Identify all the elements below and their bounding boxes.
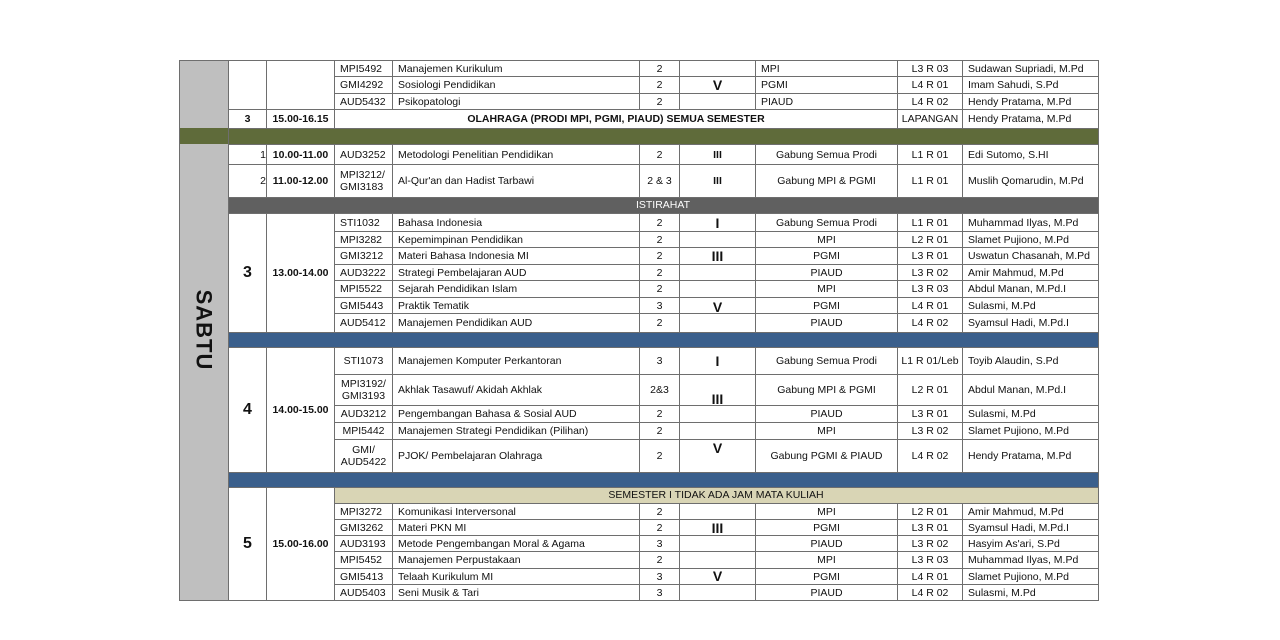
grid-line — [266, 60, 267, 109]
prodi: PIAUD — [810, 408, 843, 420]
lecturer: Uswatun Chasanah, M.Pd — [968, 250, 1090, 262]
course-code: MPI5442 — [342, 425, 385, 437]
prodi: MPI — [761, 62, 780, 75]
prodi: Gabung Semua Prodi — [776, 148, 877, 161]
room: L3 R 01 — [911, 408, 949, 420]
credits: 2 — [656, 79, 663, 91]
credits: 2 — [656, 425, 663, 437]
session-time: 14.00-15.00 — [272, 404, 329, 416]
lecturer: Hasyim As'ari, S.Pd — [968, 537, 1060, 550]
room: L3 R 03 — [911, 554, 949, 566]
credits: 2&3 — [650, 384, 669, 396]
credits: 2 — [656, 233, 663, 246]
course-code: AUD5432 — [340, 95, 386, 108]
grid-line — [334, 332, 1099, 333]
room: L3 R 03 — [911, 62, 949, 75]
semester: V — [712, 298, 723, 315]
lecturer: Sulasmi, M.Pd — [968, 586, 1036, 599]
room: L3 R 03 — [911, 283, 949, 295]
course-name: Manajemen Komputer Perkantoran — [398, 355, 562, 367]
lecturer: Muhammad Ilyas, M.Pd — [968, 554, 1079, 566]
course-code: AUD5412 — [340, 317, 386, 329]
grid-line — [179, 600, 229, 601]
grid-line — [334, 472, 1099, 473]
room: L4 R 01 — [911, 570, 949, 583]
room: L3 R 02 — [911, 425, 949, 437]
lecturer: Sulasmi, M.Pd — [968, 299, 1036, 312]
lecturer: Muhammad Ilyas, M.Pd — [968, 216, 1079, 229]
room: L4 R 02 — [911, 450, 949, 462]
credits: 2 — [656, 148, 663, 161]
prodi: PGMI — [761, 79, 788, 91]
course-code: STI1073 — [343, 355, 384, 367]
course-name: PJOK/ Pembelajaran Olahraga — [398, 450, 543, 462]
session-time: 11.00-12.00 — [272, 175, 329, 187]
course-code: GMI5413 — [340, 570, 384, 583]
lecturer: Sulasmi, M.Pd — [968, 408, 1036, 420]
credits: 2 — [656, 408, 663, 420]
lecturer: Slamet Pujiono, M.Pd — [968, 425, 1069, 437]
course-name: Metode Pengembangan Moral & Agama — [398, 537, 585, 550]
session-number: 5 — [243, 535, 252, 552]
grid-line — [228, 332, 335, 333]
semester: III — [711, 519, 724, 536]
course-code: MPI5452 — [340, 554, 383, 566]
day-label: SABTU — [179, 60, 228, 600]
prodi: PGMI — [813, 521, 840, 534]
lecturer: Slamet Pujiono, M.Pd — [968, 233, 1069, 246]
course-name: Metodologi Penelitian Pendidikan — [398, 148, 554, 161]
separator-band-green — [179, 128, 1098, 144]
separator-band-blue — [228, 332, 1098, 347]
room: L3 R 01 — [911, 250, 949, 262]
credits: 2 — [656, 521, 663, 534]
lecturer: Muslih Qomarudin, M.Pd — [968, 175, 1084, 187]
session-time: 15.00-16.00 — [272, 538, 329, 550]
course-code: AUD3212 — [340, 408, 387, 420]
credits: 2 & 3 — [647, 175, 672, 187]
prodi: PIAUD — [810, 537, 843, 550]
credits: 2 — [656, 62, 663, 75]
course-code: AUD3252 — [340, 148, 386, 161]
semester: V — [712, 77, 723, 93]
semester: III — [713, 175, 722, 187]
grid-line — [179, 60, 180, 600]
session-number: 3 — [243, 264, 252, 281]
course-code: AUD3222 — [340, 266, 386, 279]
lecturer: Hendy Pratama, M.Pd — [968, 450, 1072, 462]
course-name: Bahasa Indonesia — [398, 216, 483, 229]
credits: 2 — [656, 450, 663, 462]
credits: 3 — [656, 537, 663, 550]
prodi: PIAUD — [810, 266, 843, 279]
credits: 3 — [656, 586, 663, 599]
course-code: MPI3212/ GMI3183 — [340, 169, 385, 193]
lecturer: Sudawan Supriadi, M.Pd — [968, 62, 1084, 75]
prodi: Gabung MPI & PGMI — [777, 175, 876, 187]
prodi: Gabung MPI & PGMI — [777, 384, 876, 396]
room: L4 R 02 — [911, 95, 949, 108]
course-code: AUD3193 — [340, 537, 386, 550]
credits: 2 — [656, 216, 663, 229]
prodi: Gabung Semua Prodi — [776, 216, 877, 229]
istirahat-label: ISTIRAHAT — [635, 199, 691, 211]
schedule-table — [179, 60, 1098, 600]
room: L3 R 02 — [911, 266, 949, 279]
session-time: 13.00-14.00 — [272, 267, 329, 279]
grid-line — [228, 472, 335, 473]
session-time: 15.00-16.15 — [272, 113, 329, 125]
olahraga-note: OLAHRAGA (PRODI MPI, PGMI, PIAUD) SEMUA SEMESTER — [467, 113, 765, 125]
course-name: Telaah Kurikulum MI — [398, 570, 494, 583]
lecturer: Abdul Manan, M.Pd.I — [968, 384, 1067, 396]
room: L1 R 01/Leb — [901, 355, 959, 367]
prodi: MPI — [817, 554, 836, 566]
credits: 2 — [656, 554, 663, 566]
prodi: PGMI — [813, 299, 840, 312]
course-name: Psikopatologi — [398, 95, 461, 108]
course-name: Strategi Pembelajaran AUD — [398, 266, 527, 279]
lecturer: Hendy Pratama, M.Pd — [968, 113, 1072, 125]
room: L4 R 02 — [911, 317, 949, 329]
prodi: PGMI — [813, 250, 840, 262]
room: L4 R 02 — [911, 586, 949, 599]
lecturer: Imam Sahudi, S.Pd — [968, 79, 1059, 91]
course-code: MPI5492 — [340, 62, 383, 75]
course-code: GMI4292 — [340, 79, 384, 91]
credits: 2 — [656, 505, 663, 518]
course-name: Manajemen Perpustakaan — [398, 554, 521, 566]
course-name: Al-Qur'an dan Hadist Tarbawi — [398, 175, 535, 187]
course-code: MPI3192/ GMI3193 — [341, 378, 386, 402]
prodi: MPI — [817, 233, 836, 246]
course-name: Materi PKN MI — [398, 521, 467, 534]
prodi: PGMI — [813, 570, 840, 583]
room: LAPANGAN — [901, 113, 959, 125]
prodi: Gabung PGMI & PIAUD — [770, 450, 883, 462]
separator-band-blue — [228, 472, 1098, 487]
room: L2 R 01 — [911, 233, 949, 246]
prodi: PIAUD — [761, 95, 794, 108]
course-name: Praktik Tematik — [398, 299, 469, 312]
prodi: PIAUD — [810, 317, 843, 329]
prodi: MPI — [817, 283, 836, 295]
course-name: Manajemen Kurikulum — [398, 62, 503, 75]
course-code: AUD5403 — [340, 586, 386, 599]
course-code: GMI/ AUD5422 — [340, 444, 387, 468]
room: L2 R 01 — [911, 505, 949, 518]
course-name: Pengembangan Bahasa & Sosial AUD — [398, 408, 577, 420]
credits: 3 — [656, 355, 663, 367]
room: L1 R 01 — [911, 216, 949, 229]
credits: 3 — [656, 570, 663, 583]
grid-line — [1098, 60, 1099, 600]
room: L1 R 01 — [911, 175, 949, 187]
prodi: MPI — [817, 425, 836, 437]
lecturer: Amir Mahmud, M.Pd — [968, 505, 1064, 518]
course-code: MPI3282 — [340, 233, 383, 246]
credits: 2 — [656, 95, 663, 108]
lecturer: Slamet Pujiono, M.Pd — [968, 570, 1069, 583]
credits: 3 — [656, 299, 663, 312]
semester-notice: SEMESTER I TIDAK ADA JAM MATA KULIAH — [608, 489, 824, 501]
lecturer: Hendy Pratama, M.Pd — [968, 95, 1072, 108]
lecturer: Amir Mahmud, M.Pd — [968, 266, 1064, 279]
course-code: MPI3272 — [340, 505, 383, 518]
course-name: Seni Musik & Tari — [398, 586, 479, 599]
course-name: Materi Bahasa Indonesia MI — [398, 250, 529, 262]
room: L3 R 02 — [911, 537, 949, 550]
lecturer: Syamsul Hadi, M.Pd.I — [968, 317, 1069, 329]
semester: III — [711, 390, 724, 407]
session-time: 10.00-11.00 — [272, 148, 329, 161]
course-name: Manajemen Strategi Pendidikan (Pilihan) — [398, 425, 589, 437]
grid-line — [228, 128, 1099, 129]
semester: V — [712, 568, 723, 584]
prodi: PIAUD — [810, 586, 843, 599]
grid-line — [228, 600, 335, 601]
grid-line — [179, 60, 229, 61]
course-name: Sosiologi Pendidikan — [398, 79, 496, 91]
semester: I — [715, 214, 720, 231]
credits: 2 — [656, 283, 663, 295]
course-code: STI1032 — [340, 216, 380, 229]
lecturer: Edi Sutomo, S.HI — [968, 148, 1049, 161]
prodi: Gabung Semua Prodi — [776, 355, 877, 367]
course-code: GMI3212 — [340, 250, 384, 262]
course-code: GMI5443 — [340, 299, 384, 312]
semester: III — [711, 248, 724, 264]
semester: V — [712, 439, 723, 456]
course-name: Kepemimpinan Pendidikan — [398, 233, 523, 246]
room: L2 R 01 — [911, 384, 949, 396]
course-code: GMI3262 — [340, 521, 384, 534]
course-name: Manajemen Pendidikan AUD — [398, 317, 533, 329]
lecturer: Toyib Alaudin, S.Pd — [968, 355, 1059, 367]
lecturer: Abdul Manan, M.Pd.I — [968, 283, 1067, 295]
room: L1 R 01 — [911, 148, 949, 161]
grid-line — [228, 487, 1099, 488]
room: L4 R 01 — [911, 79, 949, 91]
room: L3 R 01 — [911, 521, 949, 534]
prodi: MPI — [817, 505, 836, 518]
session-number: 4 — [243, 401, 252, 418]
course-name: Sejarah Pendidikan Islam — [398, 283, 518, 295]
semester: III — [713, 148, 722, 161]
course-code: MPI5522 — [340, 283, 383, 295]
course-name: Akhlak Tasawuf/ Akidah Akhlak — [398, 384, 542, 396]
room: L4 R 01 — [911, 299, 949, 312]
credits: 2 — [656, 266, 663, 279]
course-name: Komunikasi Interversonal — [398, 505, 516, 518]
grid-line — [228, 60, 335, 61]
session-number: 3 — [244, 113, 251, 125]
session-number: 1 — [260, 148, 266, 161]
lecturer: Syamsul Hadi, M.Pd.I — [968, 521, 1069, 534]
grid-line — [228, 60, 229, 109]
semester: I — [715, 353, 720, 369]
session-number: 2 — [260, 175, 266, 187]
credits: 2 — [656, 250, 663, 262]
grid-line — [334, 600, 1099, 601]
credits: 2 — [656, 317, 663, 329]
